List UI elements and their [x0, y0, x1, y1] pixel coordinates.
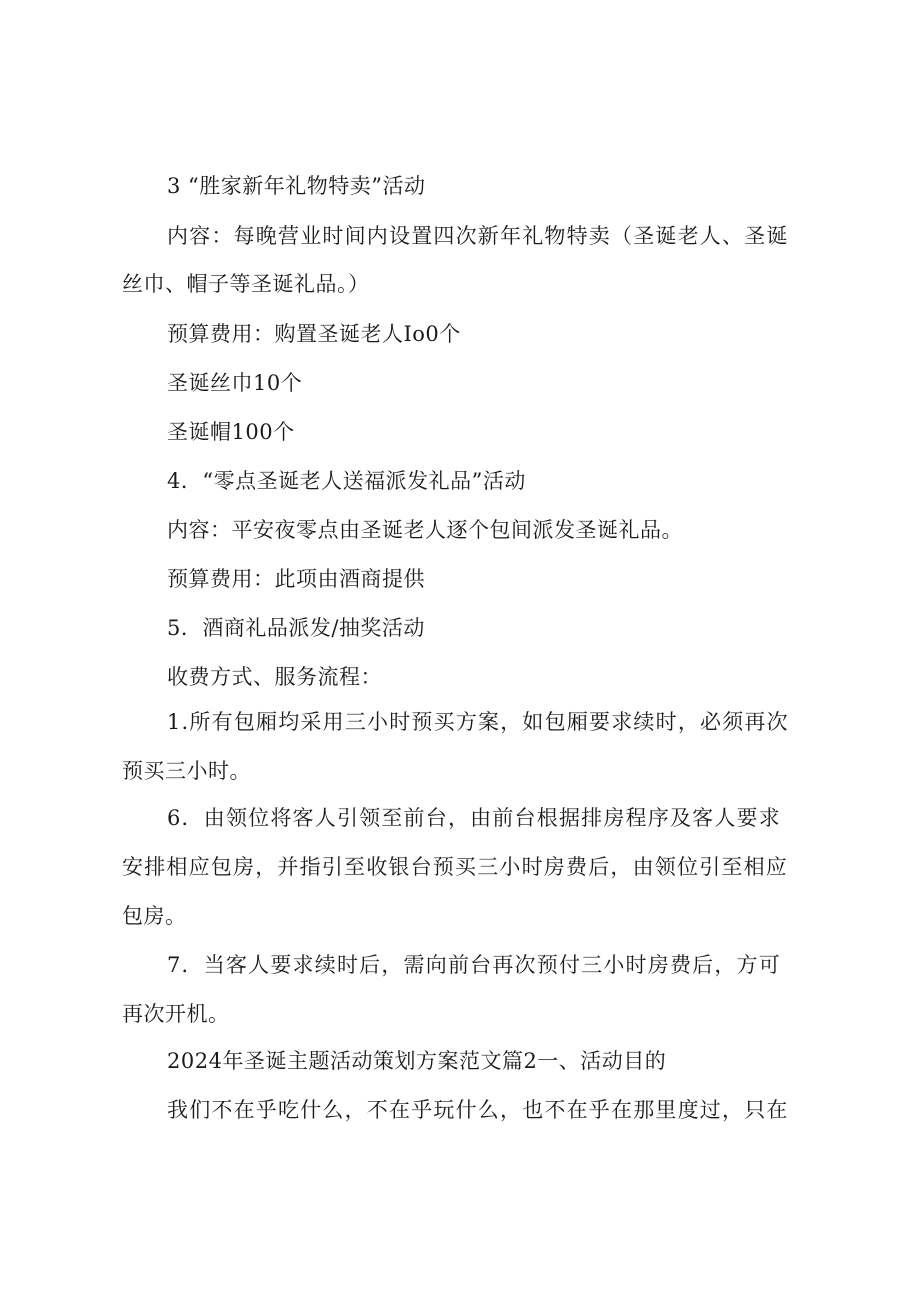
paragraph-line: 1.所有包厢均采用三小时预买方案，如包厢要求续时，必须再次	[167, 710, 789, 734]
article-heading: 2024年圣诞主题活动策划方案范文篇2一、活动目的	[167, 1049, 667, 1073]
paragraph-line: 内容：平安夜零点由圣诞老人逐个包间派发圣诞礼品。	[167, 518, 683, 542]
section-heading-3: 3 “胜家新年礼物特卖”活动	[167, 174, 426, 198]
section-heading-4: 4．“零点圣诞老人送福派发礼品”活动	[167, 469, 526, 493]
paragraph-line: 丝巾、帽子等圣诞礼品。）	[122, 272, 370, 296]
paragraph-line: 圣诞帽100个	[167, 420, 295, 444]
paragraph-line: 内容：每晚营业时间内设置四次新年礼物特卖（圣诞老人、圣诞	[167, 224, 789, 248]
paragraph-line: 7．当客人要求续时后，需向前台再次预付三小时房费后，方可	[167, 953, 781, 977]
paragraph-line: 6．由领位将客人引领至前台，由前台根据排房程序及客人要求	[167, 806, 781, 830]
paragraph-line: 收费方式、服务流程：	[167, 665, 382, 689]
paragraph-line: 安排相应包房，并指引至收银台预买三小时房费后，由领位引至相应	[122, 855, 788, 879]
paragraph-line: 预算费用：购置圣诞老人Io0个	[167, 322, 461, 346]
section-heading-5: 5．酒商礼品派发/抽奖活动	[167, 616, 425, 640]
paragraph-line: 再次开机。	[122, 1002, 230, 1026]
paragraph-line: 预买三小时。	[122, 759, 251, 783]
paragraph-line: 预算费用：此项由酒商提供	[167, 567, 425, 591]
paragraph-line: 包房。	[122, 904, 187, 928]
paragraph-line: 圣诞丝巾10个	[167, 371, 303, 395]
paragraph-line: 我们不在乎吃什么，不在乎玩什么，也不在乎在那里度过，只在	[167, 1098, 789, 1122]
